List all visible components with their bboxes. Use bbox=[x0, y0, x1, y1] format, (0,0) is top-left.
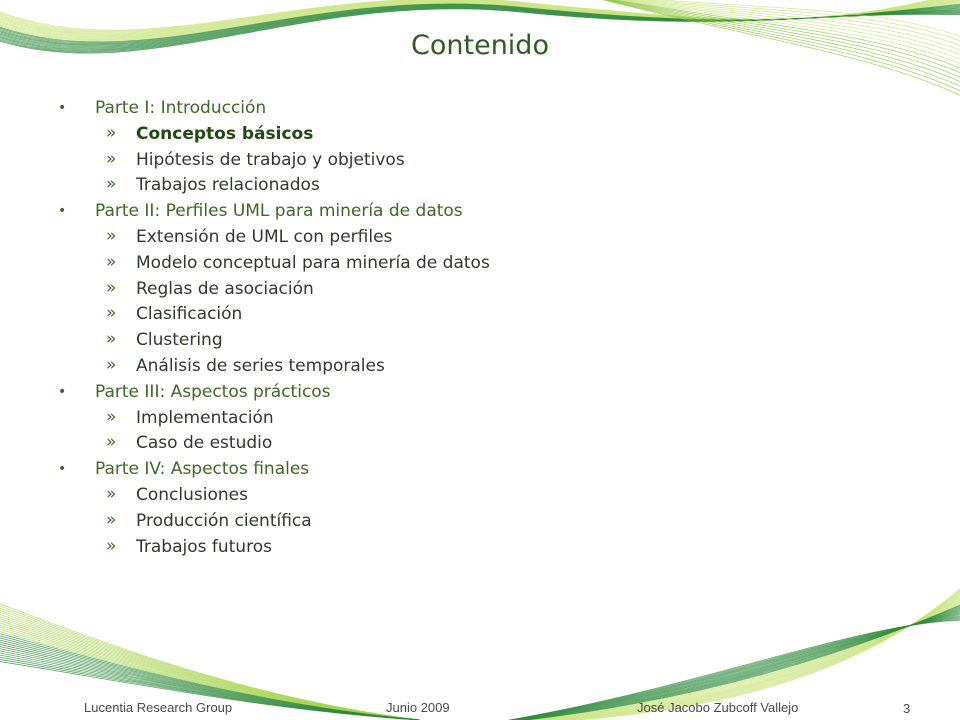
subsection-label: Análisis de series temporales bbox=[136, 355, 385, 376]
subsection-item bbox=[58, 483, 818, 509]
bullet-icon: • bbox=[58, 383, 67, 400]
bullet-icon: • bbox=[58, 461, 67, 478]
double-chevron-icon: » bbox=[106, 225, 117, 246]
section-item bbox=[58, 199, 818, 225]
section-item bbox=[58, 96, 818, 122]
bottom-wave-decoration bbox=[0, 580, 960, 720]
subsection-item bbox=[58, 148, 818, 174]
subsection-item-active bbox=[58, 122, 818, 148]
section-label: Parte IV: Aspectos finales bbox=[95, 459, 310, 480]
subsection-item bbox=[58, 277, 818, 303]
subsection-label: Hipótesis de trabajo y objetivos bbox=[136, 149, 405, 170]
double-chevron-icon: » bbox=[106, 509, 117, 530]
double-chevron-icon: » bbox=[106, 277, 117, 298]
double-chevron-icon: » bbox=[106, 483, 117, 504]
double-chevron-icon: » bbox=[106, 406, 117, 427]
subsection-label: Caso de estudio bbox=[136, 433, 273, 454]
subsection-item bbox=[58, 173, 818, 199]
subsection-item bbox=[58, 535, 818, 561]
section-label: Parte II: Perfiles UML para minería de datos bbox=[95, 201, 463, 222]
double-chevron-icon: » bbox=[106, 303, 117, 324]
section-item bbox=[58, 380, 818, 406]
subsection-label: Trabajos relacionados bbox=[136, 175, 320, 196]
subsection-item bbox=[58, 225, 818, 251]
subsection-label: Producción científica bbox=[136, 510, 312, 531]
outline-list bbox=[58, 96, 818, 560]
subsection-item bbox=[58, 406, 818, 432]
subsection-item bbox=[58, 328, 818, 354]
subsection-label: Conclusiones bbox=[136, 484, 248, 505]
double-chevron-icon: » bbox=[106, 329, 117, 350]
double-chevron-icon: » bbox=[106, 432, 117, 453]
subsection-label: Modelo conceptual para minería de datos bbox=[136, 252, 490, 273]
bullet-icon: • bbox=[58, 100, 67, 116]
subsection-item bbox=[58, 509, 818, 535]
subsection-label: Extensión de UML con perfiles bbox=[136, 226, 393, 247]
footer-author: José Jacobo Zubcoff Vallejo bbox=[637, 700, 799, 715]
subsection-label: Clustering bbox=[136, 330, 223, 351]
subsection-label: Clasificación bbox=[136, 304, 243, 325]
subsection-item bbox=[58, 431, 818, 457]
double-chevron-icon: » bbox=[106, 251, 117, 272]
subsection-label: Reglas de asociación bbox=[136, 278, 314, 299]
double-chevron-icon: » bbox=[106, 122, 117, 143]
section-label: Parte III: Aspectos prácticos bbox=[95, 381, 331, 402]
subsection-label: Conceptos básicos bbox=[136, 123, 314, 144]
footer-group: Lucentia Research Group bbox=[84, 700, 233, 715]
section-label: Parte I: Introducción bbox=[95, 98, 267, 118]
subsection-item bbox=[58, 354, 818, 380]
subsection-item bbox=[58, 251, 818, 277]
subsection-label: Trabajos futuros bbox=[136, 536, 272, 557]
slide-title: Contenido bbox=[411, 30, 549, 61]
footer-date: Junio 2009 bbox=[386, 700, 450, 715]
double-chevron-icon: » bbox=[106, 535, 117, 556]
subsection-label: Implementación bbox=[136, 407, 274, 428]
section-item bbox=[58, 457, 818, 483]
double-chevron-icon: » bbox=[106, 354, 117, 375]
subsection-item bbox=[58, 302, 818, 328]
double-chevron-icon: » bbox=[106, 174, 117, 195]
page-number: 3 bbox=[903, 701, 911, 716]
bullet-icon: • bbox=[58, 203, 67, 220]
double-chevron-icon: » bbox=[106, 148, 117, 169]
